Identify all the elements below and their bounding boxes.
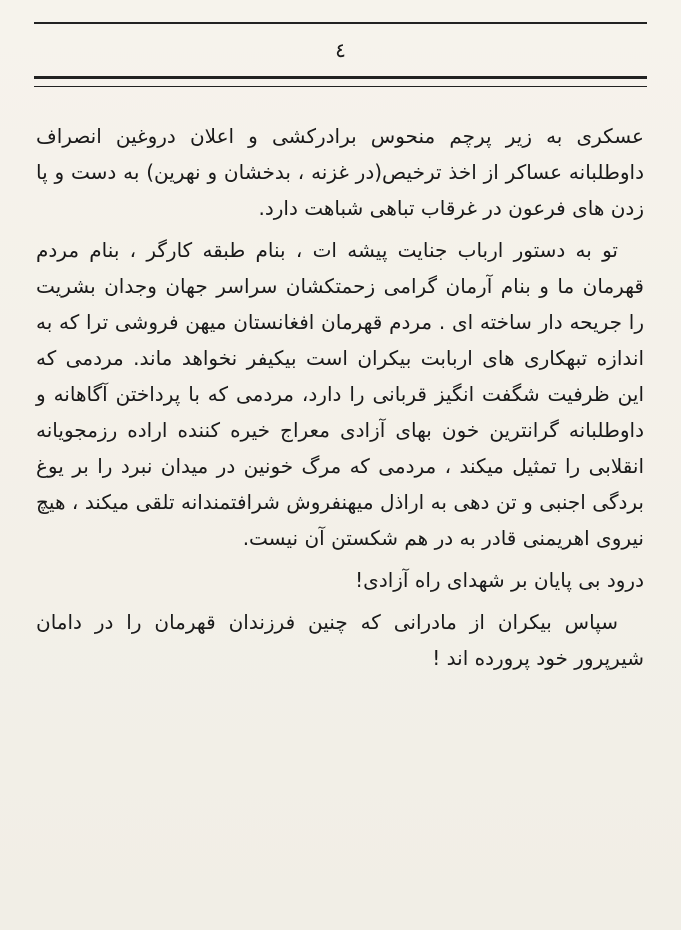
header-rule-top (34, 22, 647, 24)
paragraph-3: درود بی پایان بر شهدای راه آزادی! (355, 568, 644, 592)
paragraph-2: تو به دستور ارباب جنایت پیشه ات ، بنام طبقه کارگر ، بنام مردم قهرمان ما و بنام آرمان گرامی زحمتکشان سراسر جهان وجدان بشریت را جریحه دار ساخته ای . مردم قهرمان افغانستان میهن فروشی ترا که به اندازه تبهکاری های اربابت بیکران است بیکیفر نخواهد ماند. مردمی که این ظرفیت شگفت انگیز قربانی را دارد، مردمی که با پرداختن آگاهانه و داوطلبانه گرانترین خون بهای آزادی معراج خیره کننده اراده رزمجویانه انقلابی را تمثیل میکند ، مردمی که مرگ خونین در میدان نبرد را بر یوغ بردگی اجنبی و تن دهی به اراذل میهنفروش شرافتمندانه تلقی میکند ، هیچ نیروی اهریمنی قادر به در هم شکستن آن نیست. (36, 238, 644, 550)
body-text (36, 118, 644, 676)
paragraph-4: سپاس بیکران از مادرانی که چنین فرزندان قهرمان را در دامان شیرپرور خود پرورده اند ! (36, 610, 644, 670)
page-number: ٤ (335, 38, 346, 62)
header-rule-double (34, 76, 647, 87)
paragraph-1: عسکری به زیر پرچم منحوس برادرکشی و اعلان دروغین انصراف داوطلبانه عساکر از اخذ ترخیص(در غزنه ، بدخشان و نهرین) به دست و پا زدن های فرعون در غرقاب تباهی شباهت دارد. (36, 124, 644, 220)
